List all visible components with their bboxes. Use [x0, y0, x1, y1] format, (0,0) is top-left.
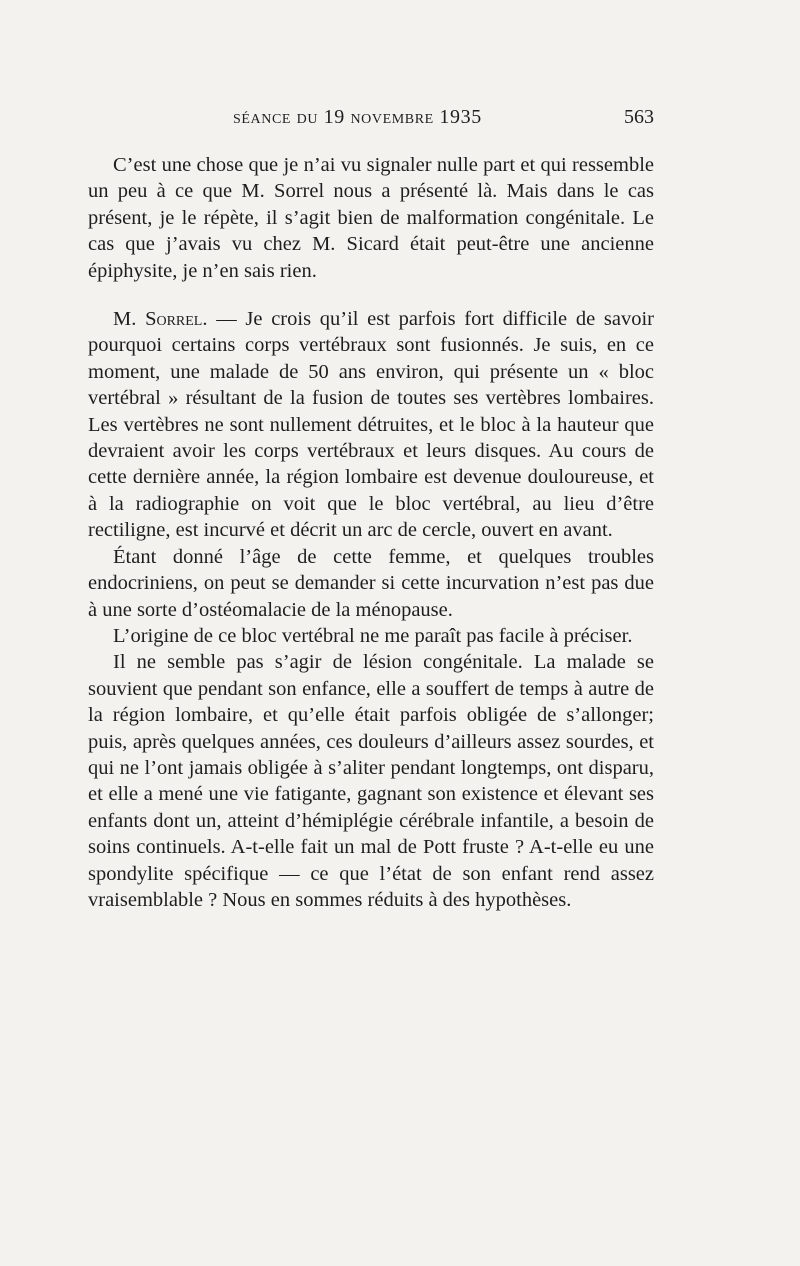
page-number: 563 — [624, 106, 654, 128]
speaker-name: M. Sorrel. — [113, 308, 208, 331]
paragraph-5: Il ne semble pas s’agir de lésion congénitale. La malade se souvient que pendant son enfance, elle a souffert de temps à autre de la région lombaire, et qu’elle était parfois obligée de s’allonger; puis, après quelques années, ces douleurs d’ailleurs assez sourdes, et qui ne l’ont jamais obligée à s’aliter pendant longtemps, ont disparu, et elle a mené une vie fatigante, gagnant son existence et élevant ses enfants dont un, atteint d’hémiplégie cérébrale infantile, a besoin de soins continuels. A-t-elle fait un mal de Pott fruste ? A-t-elle eu une spondylite spécifique — ce que l’état de son enfant rend assez vraisemblable ? Nous en sommes réduits à des hypothèses. — [88, 651, 654, 911]
body-text — [88, 152, 654, 913]
paragraph-3: Étant donné l’âge de cette femme, et quelques troubles endocriniens, on peut se demander si cette incurvation n’est pas due à une sorte d’ostéomalacie de la ménopause. — [88, 545, 654, 621]
running-title: séance du 19 novembre 1935 — [233, 106, 482, 128]
paragraph-1: C’est une chose que je n’ai vu signaler nulle part et qui ressemble un peu à ce que M. Sorrel nous a présenté là. Mais dans le cas présent, je le répète, il s’agit bien de malformation congénitale. Le cas que j’avais vu chez M. Sicard était peut-être une ancienne épiphysite, je n’en sais rien. — [88, 154, 654, 282]
paragraph-4: L’origine de ce bloc vertébral ne me paraît pas facile à préciser. — [113, 624, 633, 647]
paragraph-2 — [88, 306, 654, 544]
running-head — [88, 106, 654, 138]
paragraph-2-text: — Je crois qu’il est parfois fort difficile de savoir pourquoi certains corps vertébraux sont fusionnés. Je suis, en ce moment, une malade de 50 ans environ, qui présente un « bloc vertébral » résultant de la fusion de toutes ses vertèbres lombaires. Les vertèbres ne sont nullement détruites, et le bloc à la hauteur que devraient avoir les corps vertébraux et leurs disques. Au cours de cette dernière année, la région lombaire est devenue douloureuse, et à la radiographie on voit que le bloc vertébral, au lieu d’être rectiligne, est incurvé et décrit un arc de cercle, ouvert en avant. — [88, 308, 654, 542]
